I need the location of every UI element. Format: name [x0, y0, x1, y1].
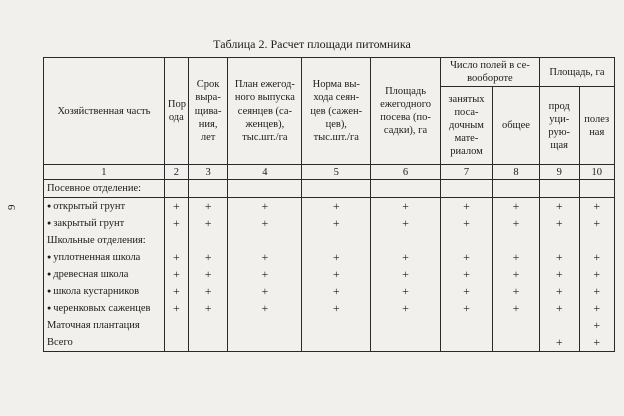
- table-cell: +: [188, 300, 228, 317]
- table-cell: [539, 180, 579, 198]
- header-norm: Норма вы- хода сеян- цев (сажен- цев), тыс.шт./га: [302, 58, 371, 165]
- table-cell: [493, 317, 540, 334]
- table-cell: +: [371, 283, 441, 300]
- column-number: 7: [440, 165, 492, 180]
- table-cell: +: [493, 198, 540, 216]
- table-cell: +: [228, 215, 302, 232]
- table-cell: +: [228, 249, 302, 266]
- column-number: 4: [228, 165, 302, 180]
- table-cell: +: [440, 266, 492, 283]
- table-cell: +: [539, 300, 579, 317]
- table-cell: +: [440, 198, 492, 216]
- table-cell: +: [164, 300, 188, 317]
- nursery-area-table: [43, 57, 615, 352]
- table-cell: +: [579, 317, 615, 334]
- table-cell: +: [539, 198, 579, 216]
- table-cell: [302, 317, 371, 334]
- table-cell: +: [579, 249, 615, 266]
- table-cell: [440, 334, 492, 352]
- table-cell: +: [188, 215, 228, 232]
- row-label: ● черенковых саженцев: [44, 300, 165, 317]
- table-cell: +: [371, 249, 441, 266]
- table-cell: [371, 232, 441, 249]
- header-fields-total: общее: [493, 87, 540, 165]
- column-number-row: [44, 165, 615, 180]
- table-cell: +: [440, 249, 492, 266]
- header-plan: План ежегод- ного выпуска сеянцев (са- женцев), тыс.шт./га: [228, 58, 302, 165]
- table-cell: +: [440, 300, 492, 317]
- table-cell: [188, 232, 228, 249]
- row-label: Школьные отделения:: [44, 232, 165, 249]
- column-number: 6: [371, 165, 441, 180]
- table-cell: +: [228, 283, 302, 300]
- table-cell: [539, 232, 579, 249]
- table-cell: [493, 334, 540, 352]
- table-cell: [228, 232, 302, 249]
- header-area-useful: полез ная: [579, 87, 615, 165]
- table-cell: [164, 334, 188, 352]
- table-cell: +: [371, 266, 441, 283]
- table-cell: +: [371, 215, 441, 232]
- table-cell: +: [493, 283, 540, 300]
- table-cell: +: [164, 266, 188, 283]
- table-cell: +: [302, 249, 371, 266]
- header-area-productive: прод уци- рую- щая: [539, 87, 579, 165]
- row-label: ● открытый грунт: [44, 198, 165, 216]
- table-cell: [440, 232, 492, 249]
- table-cell: +: [493, 266, 540, 283]
- row-label: ● уплотненная школа: [44, 249, 165, 266]
- column-number: 9: [539, 165, 579, 180]
- table-cell: +: [579, 300, 615, 317]
- table-cell: +: [440, 215, 492, 232]
- table-cell: +: [188, 283, 228, 300]
- table-cell: [302, 232, 371, 249]
- table-row: [44, 283, 615, 300]
- table-row: [44, 249, 615, 266]
- table-cell: [302, 334, 371, 352]
- table-cell: +: [228, 300, 302, 317]
- table-cell: +: [440, 283, 492, 300]
- table-cell: [228, 317, 302, 334]
- row-label: Маточная плантация: [44, 317, 165, 334]
- column-number: 1: [44, 165, 165, 180]
- table-cell: [228, 334, 302, 352]
- table-row: [44, 198, 615, 216]
- table-row: [44, 300, 615, 317]
- table-cell: +: [371, 198, 441, 216]
- row-label: ● древесная школа: [44, 266, 165, 283]
- table-row: [44, 266, 615, 283]
- table-cell: +: [302, 283, 371, 300]
- header-part: Хозяйственная часть: [44, 58, 165, 165]
- row-label: ● школа кустарников: [44, 283, 165, 300]
- table-cell: +: [188, 266, 228, 283]
- page-number: 9: [6, 204, 18, 210]
- header-area-sow: Площадь ежегодного посева (по- садки), га: [371, 58, 441, 165]
- table-cell: +: [493, 215, 540, 232]
- table-cell: +: [371, 300, 441, 317]
- table-cell: [188, 334, 228, 352]
- table-row: [44, 334, 615, 352]
- table-cell: +: [188, 198, 228, 216]
- table-cell: +: [493, 249, 540, 266]
- table-cell: +: [302, 215, 371, 232]
- table-cell: [188, 317, 228, 334]
- table-cell: [371, 180, 441, 198]
- table-cell: [579, 232, 615, 249]
- table-cell: +: [302, 266, 371, 283]
- table-cell: [440, 180, 492, 198]
- table-cell: [164, 317, 188, 334]
- table-cell: [164, 180, 188, 198]
- table-cell: +: [493, 300, 540, 317]
- table-cell: +: [579, 334, 615, 352]
- column-number: 8: [493, 165, 540, 180]
- column-number: 3: [188, 165, 228, 180]
- table-cell: +: [579, 215, 615, 232]
- header-area-group: Площадь, га: [539, 58, 614, 87]
- column-number: 10: [579, 165, 615, 180]
- header-fields-group: Число полей в се- вообороте: [440, 58, 539, 87]
- column-number: 5: [302, 165, 371, 180]
- table-cell: +: [539, 334, 579, 352]
- table-row: [44, 180, 615, 198]
- table-cell: [188, 180, 228, 198]
- table-cell: +: [539, 249, 579, 266]
- table-row: [44, 232, 615, 249]
- table-cell: [493, 232, 540, 249]
- table-row: [44, 215, 615, 232]
- table-cell: [493, 180, 540, 198]
- table-cell: [164, 232, 188, 249]
- header-term: Срок выра- щива- ния, лет: [188, 58, 228, 165]
- table-title: Таблица 2. Расчет площади питомника: [213, 37, 411, 51]
- table-cell: [440, 317, 492, 334]
- table-cell: +: [164, 215, 188, 232]
- table-row: [44, 317, 615, 334]
- table-cell: +: [539, 266, 579, 283]
- table-cell: [371, 317, 441, 334]
- table-cell: +: [164, 249, 188, 266]
- table-cell: +: [228, 266, 302, 283]
- table-cell: +: [188, 249, 228, 266]
- table-cell: +: [579, 266, 615, 283]
- table-cell: +: [302, 300, 371, 317]
- table-cell: +: [164, 198, 188, 216]
- table-cell: [539, 317, 579, 334]
- row-label: Всего: [44, 334, 165, 352]
- column-number: 2: [164, 165, 188, 180]
- row-label: ● закрытый грунт: [44, 215, 165, 232]
- table-cell: [228, 180, 302, 198]
- table-cell: +: [579, 198, 615, 216]
- table-cell: +: [539, 283, 579, 300]
- table-cell: +: [164, 283, 188, 300]
- table-cell: [302, 180, 371, 198]
- header-fields-occupied: занятых поса- дочным мате- риалом: [440, 87, 492, 165]
- header-breed: Пор ода: [164, 58, 188, 165]
- table-cell: +: [579, 283, 615, 300]
- table-cell: [579, 180, 615, 198]
- table-cell: +: [539, 215, 579, 232]
- table-cell: +: [228, 198, 302, 216]
- row-label: Посевное отделение:: [44, 180, 165, 198]
- table-cell: +: [302, 198, 371, 216]
- table-cell: [371, 334, 441, 352]
